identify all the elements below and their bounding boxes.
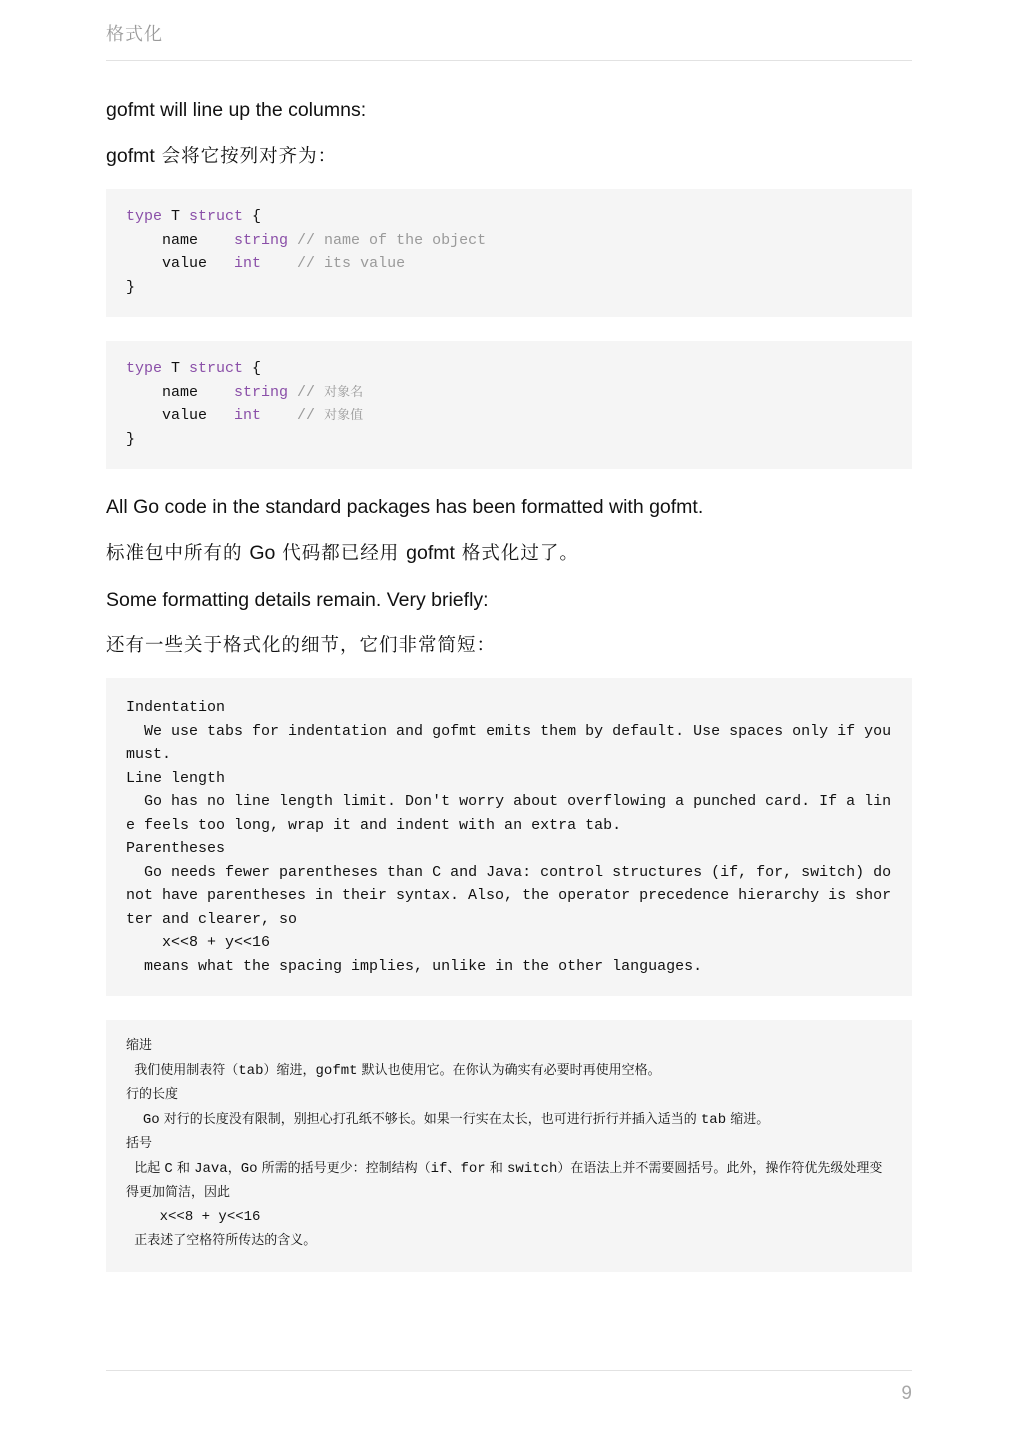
code-block-details-en: Indentation We use tabs for indentation and gofmt emits them by default. Use spaces only if you must. Line length Go has no line length limit. Don't worry about overflowing a punched card. If a line feels too long, wrap it and indent with an extra tab. Parentheses Go needs fewer parentheses than C and Java: control structures (if, for, switch) do not have parentheses in their syntax. Also, the operator precedence hierarchy is shorter and clearer, so x<<8 + y<<16 means what the spacing implies, unlike in the other languages.	[106, 678, 912, 996]
page-number: 9	[901, 1383, 912, 1404]
page-header	[106, 22, 912, 61]
code-block-details-cn: 缩进 我们使用制表符（tab）缩进，gofmt 默认也使用它。在你认为确实有必要时再使用空格。 行的长度 Go 对行的长度没有限制，别担心打孔纸不够长。如果一行实在太长，也可进行折行并插入适当的 tab 缩进。 括号 比起 C 和 Java，Go 所需的括号更少：控制结构（if、for 和 switch）在语法上并不需要圆括号。此外，操作符优先级处理变得更加简洁，因此 x<<8 + y<<16 正表述了空格符所传达的含义。	[106, 1020, 912, 1272]
page-content	[106, 96, 912, 1296]
paragraph-formatting-details-cn: 还有一些关于格式化的细节，它们非常简短：	[106, 635, 497, 656]
page-footer	[106, 1370, 912, 1404]
paragraph-line-up-en: gofmt will line up the columns:	[106, 99, 367, 121]
code-block-struct-en: type T struct { name string // name of the object value int // its value }	[106, 189, 912, 317]
paragraph-formatting-details-en: Some formatting details remain. Very briefly:	[106, 589, 489, 611]
paragraph-standard-packages-cn: 标准包中所有的 Go 代码都已经用 gofmt 格式化过了。	[106, 542, 579, 564]
paragraph-standard-packages-en: All Go code in the standard packages has been formatted with gofmt.	[106, 496, 704, 518]
code-block-struct-cn: type T struct { name string // 对象名 value int // 对象值 }	[106, 341, 912, 469]
header-title: 格式化	[106, 24, 163, 45]
paragraph-line-up-cn: gofmt 会将它按列对齐为：	[106, 145, 338, 167]
